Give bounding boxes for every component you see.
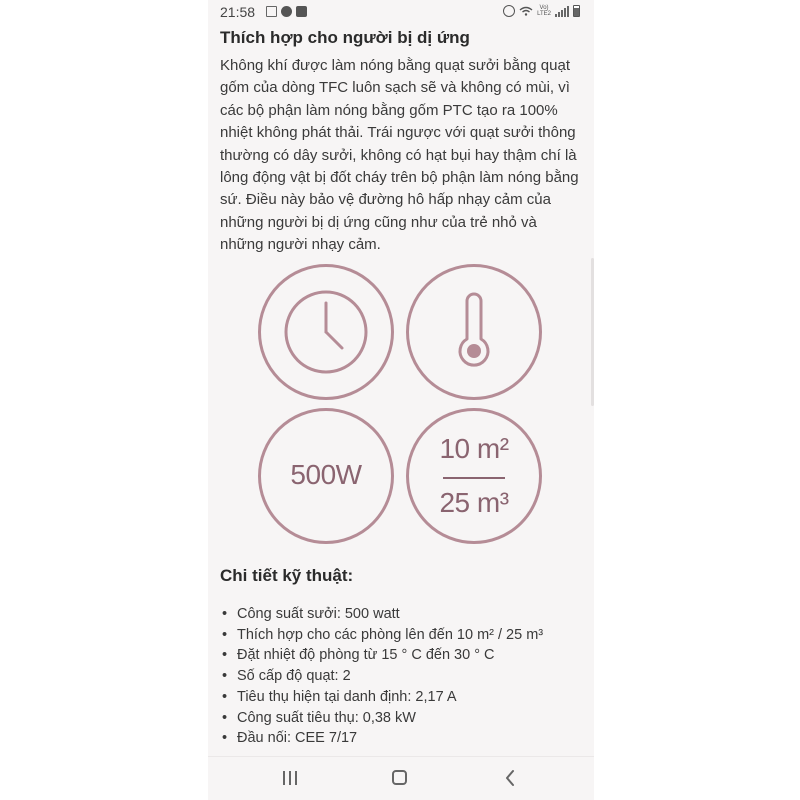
thermometer-icon bbox=[409, 267, 539, 397]
check-icon bbox=[296, 6, 307, 17]
feature-timer bbox=[258, 264, 394, 400]
clock-icon bbox=[261, 267, 391, 397]
scroll-indicator[interactable] bbox=[591, 258, 594, 406]
navigation-bar bbox=[208, 756, 594, 800]
feature-grid bbox=[258, 264, 548, 542]
feature-thermostat bbox=[406, 264, 542, 400]
network-label-bottom: LTE2 bbox=[537, 11, 551, 17]
battery-icon bbox=[573, 5, 580, 17]
section-paragraph: Không khí được làm nóng bằng quạt sưởi bằng quạt gốm của dòng TFC luôn sạch sẽ và không có mùi, vì các bộ phận làm nóng bằng gốm PTC tạo ra 100% nhiệt không phát thải. Trái ngược với quạt sưởi thông thường có dây sưởi, không có hạt bụi hay thậm chí là lông động vật bị đốt cháy trên bộ phận làm nóng bằng sứ. Điều này bảo vệ đường hô hấp nhạy cảm của những người bị dị ứng cũng như của trẻ nhỏ và những người nhạy cảm. bbox=[220, 57, 579, 254]
facebook-icon bbox=[281, 6, 292, 17]
spec-item: • Đầu nối: CEE 7/17 bbox=[220, 728, 584, 749]
power-label: 500W bbox=[290, 459, 362, 490]
spec-item: • Công suất tiêu thụ: 0,38 kW bbox=[220, 708, 584, 729]
feature-room-size bbox=[406, 408, 542, 544]
area-label: 10 m² bbox=[439, 433, 509, 464]
area-divider bbox=[443, 477, 505, 479]
feature-power bbox=[258, 408, 394, 544]
home-icon[interactable] bbox=[392, 770, 407, 785]
recents-icon[interactable] bbox=[283, 771, 299, 785]
alarm-icon bbox=[503, 5, 515, 17]
status-bar bbox=[208, 0, 594, 24]
notification-icons bbox=[266, 6, 307, 17]
spec-item: • Số cấp độ quạt: 2 bbox=[220, 666, 584, 687]
network-label-top: Vo) bbox=[539, 5, 549, 11]
system-icons bbox=[503, 5, 580, 17]
wifi-icon bbox=[519, 6, 533, 16]
status-time: 21:58 bbox=[220, 4, 256, 20]
section-heading: Thích hợp cho người bị dị ứng bbox=[220, 28, 470, 47]
spec-item: • Công suất sưởi: 500 watt bbox=[220, 604, 584, 625]
spec-item: • Thích hợp cho các phòng lên đến 10 m² / 25 m³ bbox=[220, 625, 584, 646]
phone-screen bbox=[208, 0, 594, 800]
network-label bbox=[537, 5, 551, 17]
signal-icon bbox=[555, 6, 569, 17]
back-icon[interactable] bbox=[504, 769, 516, 787]
spec-item: • Tiêu thụ hiện tại danh định: 2,17 A bbox=[220, 687, 584, 708]
image-icon bbox=[266, 6, 277, 17]
specs-heading: Chi tiết kỹ thuật: bbox=[220, 566, 354, 585]
specs-list bbox=[220, 604, 584, 749]
spec-item: • Đặt nhiệt độ phòng từ 15 ° C đến 30 ° C bbox=[220, 645, 584, 666]
volume-label: 25 m³ bbox=[439, 487, 509, 518]
